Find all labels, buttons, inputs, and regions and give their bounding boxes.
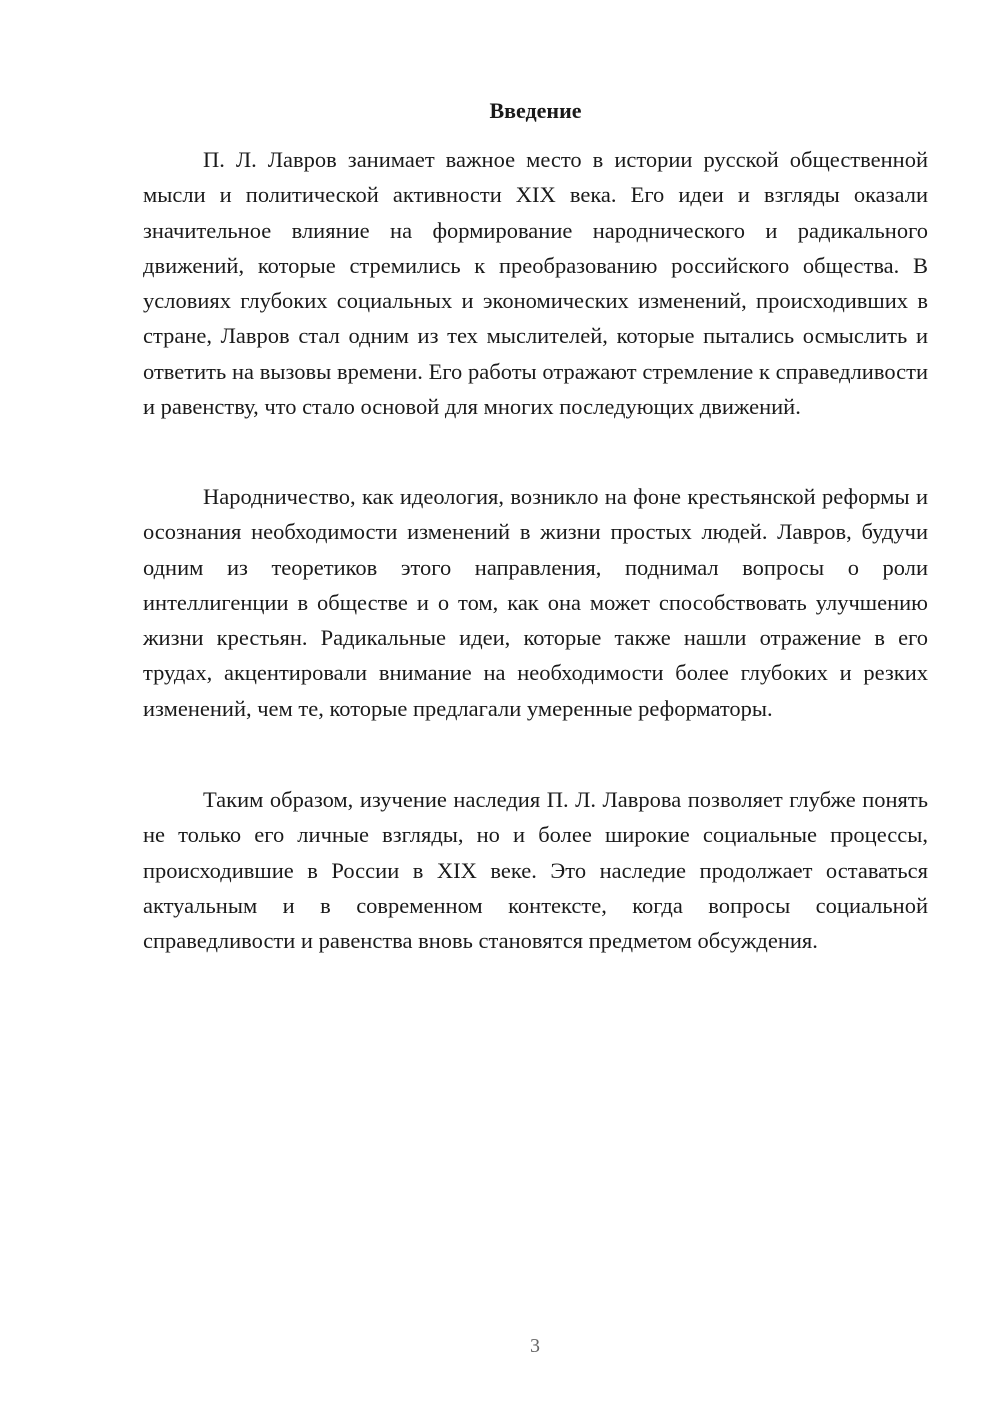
page-number: 3 — [530, 1335, 540, 1357]
paragraph-2: Народничество, как идеология, возникло на фоне крестьянской реформы и осознания необходимости изменений в жизни простых людей. Лавров, будучи одним из теоретиков этого направления, поднимал вопросы о роли интеллигенции в обществе и о том, как она может способствовать улучшению жизни крестьян. Радикальные идеи, которые также нашли отражение в его трудах, акцентировали внимание на необходимости более глубоких и резких изменений, чем те, которые предлагали умеренные реформаторы. — [143, 484, 928, 721]
section-heading: Введение — [489, 98, 582, 123]
paragraph-3: Таким образом, изучение наследия П. Л. Лаврова позволяет глубже понять не только его личные взгляды, но и более широкие социальные процессы, происходившие в России в XIX веке. Это наследие продолжает оставаться актуальным и в современном контексте, когда вопросы социальной справедливости и равенства вновь становятся предметом обсуждения. — [143, 787, 928, 954]
paragraph-1: П. Л. Лавров занимает важное место в истории русской общественной мысли и политической активности XIX века. Его идеи и взгляды оказали значительное влияние на формирование народнического и радикального движений, которые стремились к преобразованию российского общества. В условиях глубоких социальных и экономических изменений, происходивших в стране, Лавров стал одним из тех мыслителей, которые пытались осмыслить и ответить на вызовы времени. Его работы отражают стремление к справедливости и равенству, что стало основой для многих последующих движений. — [143, 147, 928, 420]
